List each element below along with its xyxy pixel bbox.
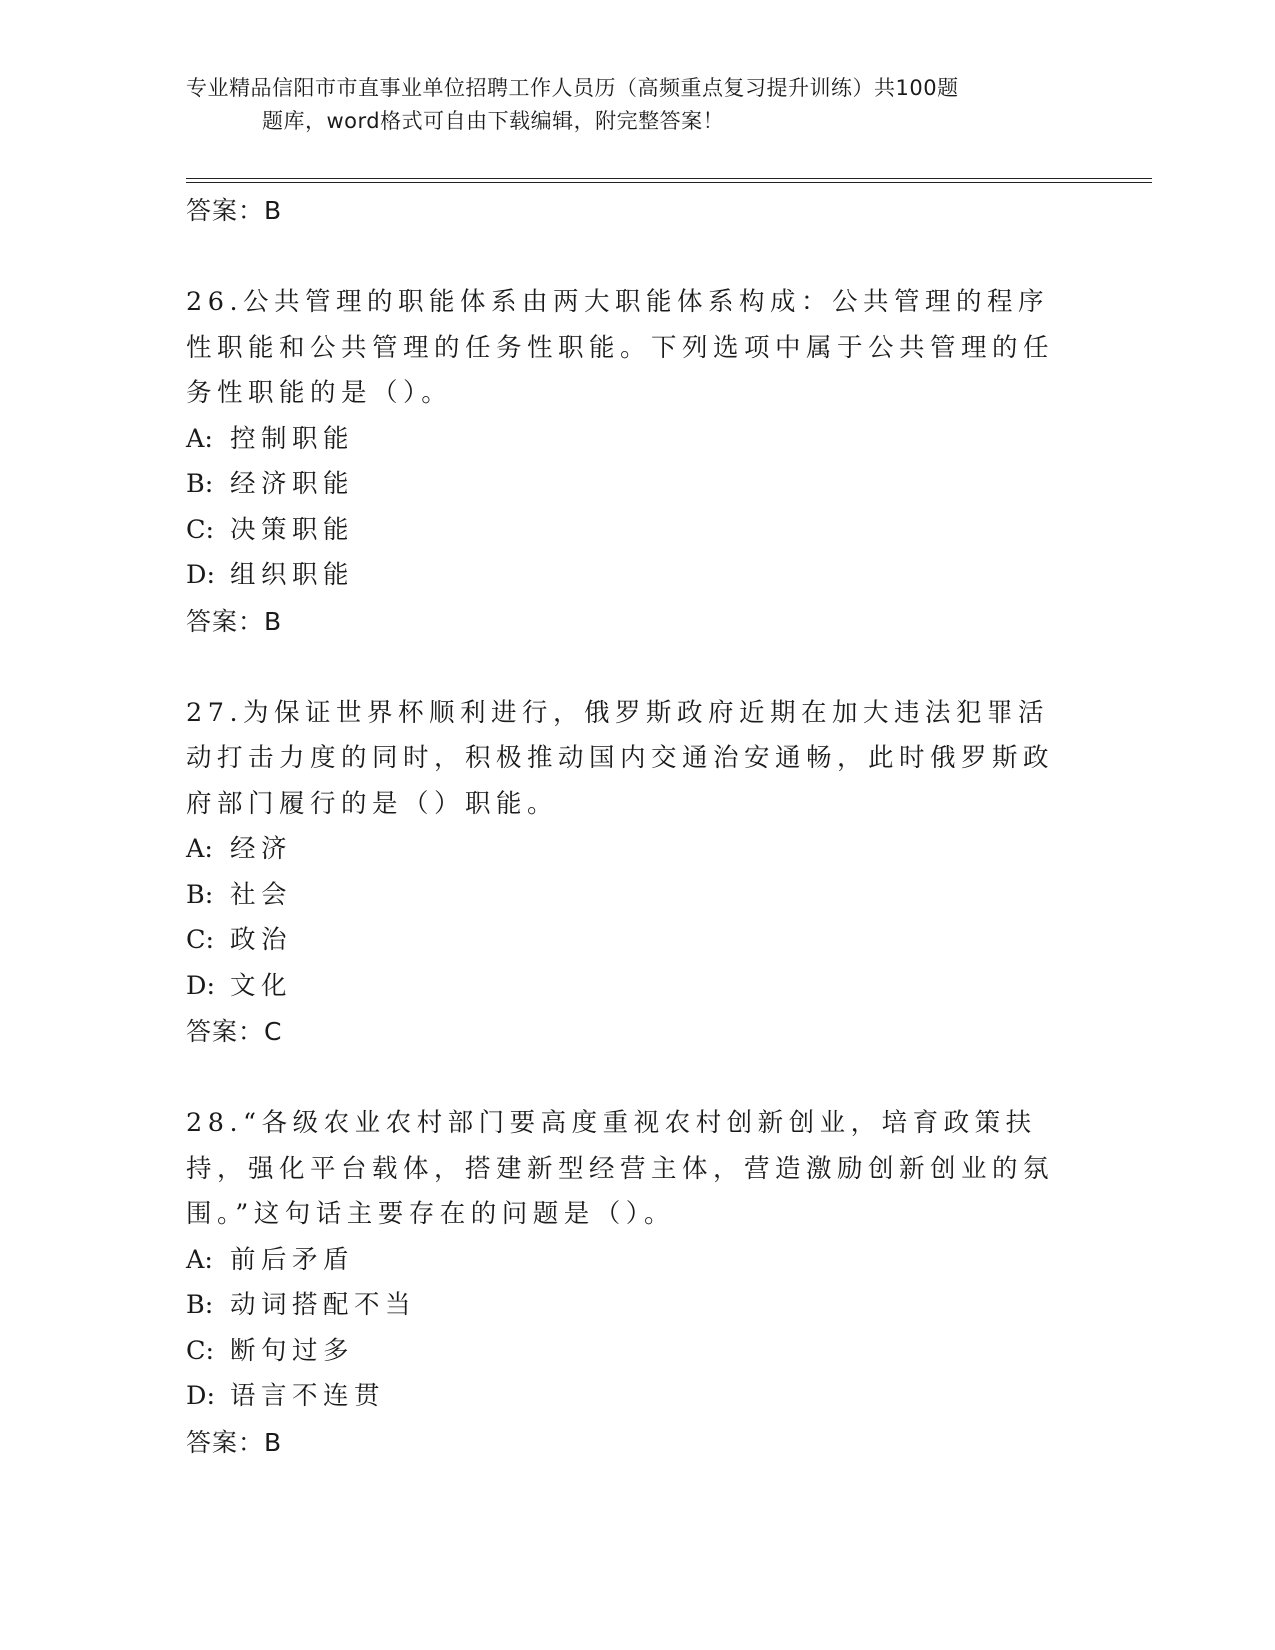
option-letter: A: xyxy=(186,1244,214,1275)
question-list xyxy=(186,188,1086,1466)
option-d xyxy=(186,964,1086,1010)
option-letter: C: xyxy=(186,925,215,955)
option-text: 语言不连贯 xyxy=(230,1381,386,1411)
header-line-1: 专业精品信阳市市直事业单位招聘工作人员历（高频重点复习提升训练）共100题 xyxy=(186,76,959,100)
option-c xyxy=(186,508,1086,554)
option-a xyxy=(186,827,1086,873)
option-a xyxy=(186,1238,1086,1284)
previous-answer: 答案：B xyxy=(186,196,283,225)
option-b xyxy=(186,1283,1086,1329)
option-text: 前后矛盾 xyxy=(230,1244,355,1275)
option-letter: C: xyxy=(186,1335,215,1366)
header-line-2: 题库，word格式可自由下载编辑，附完整答案！ xyxy=(262,109,725,133)
option-text: 社会 xyxy=(230,879,293,910)
option-text: 经济职能 xyxy=(230,469,355,499)
answer-line: 答案：B xyxy=(186,606,283,636)
option-text: 动词搭配不当 xyxy=(230,1290,417,1320)
option-text: 控制职能 xyxy=(230,423,355,454)
answer-line: 答案：B xyxy=(186,1427,283,1457)
option-text: 决策职能 xyxy=(230,514,355,545)
option-letter: D: xyxy=(186,1381,216,1411)
option-letter: D: xyxy=(186,560,216,590)
question-text: 26.公共管理的职能体系由两大职能体系构成：公共管理的程序性职能和公共管理的任务性职能。下列选项中属于公共管理的任务性职能的是（）。 xyxy=(186,287,1055,408)
document-header xyxy=(186,72,1086,138)
option-letter: B: xyxy=(186,879,214,910)
question-27 xyxy=(186,691,1086,1056)
question-28 xyxy=(186,1101,1086,1466)
option-letter: D: xyxy=(186,970,216,1001)
option-letter: A: xyxy=(186,834,214,864)
header-rule-top xyxy=(186,178,1152,179)
option-letter: A: xyxy=(186,423,214,454)
option-d xyxy=(186,1374,1086,1420)
question-26 xyxy=(186,280,1086,645)
option-c xyxy=(186,1329,1086,1375)
question-text: 28.“各级农业农村部门要高度重视农村创新创业，培育政策扶持，强化平台载体，搭建新型经营主体，营造激励创新创业的氛围。”这句话主要存在的问题是（）。 xyxy=(186,1108,1055,1229)
option-letter: B: xyxy=(186,1290,214,1320)
header-rule-bottom xyxy=(186,182,1152,183)
option-c xyxy=(186,918,1086,964)
question-text: 27.为保证世界杯顺利进行，俄罗斯政府近期在加大违法犯罪活动打击力度的同时，积极推动国内交通治安通畅，此时俄罗斯政府部门履行的是（）职能。 xyxy=(186,697,1055,819)
option-b xyxy=(186,873,1086,919)
answer-line: 答案：C xyxy=(186,1017,283,1046)
option-text: 经济 xyxy=(230,834,293,864)
option-text: 政治 xyxy=(230,925,293,955)
option-text: 断句过多 xyxy=(230,1335,355,1366)
option-letter: C: xyxy=(186,514,215,545)
option-b xyxy=(186,462,1086,508)
option-d xyxy=(186,553,1086,599)
option-a xyxy=(186,417,1086,463)
option-text: 文化 xyxy=(230,970,293,1001)
option-letter: B: xyxy=(186,469,214,499)
option-text: 组织职能 xyxy=(230,560,355,590)
